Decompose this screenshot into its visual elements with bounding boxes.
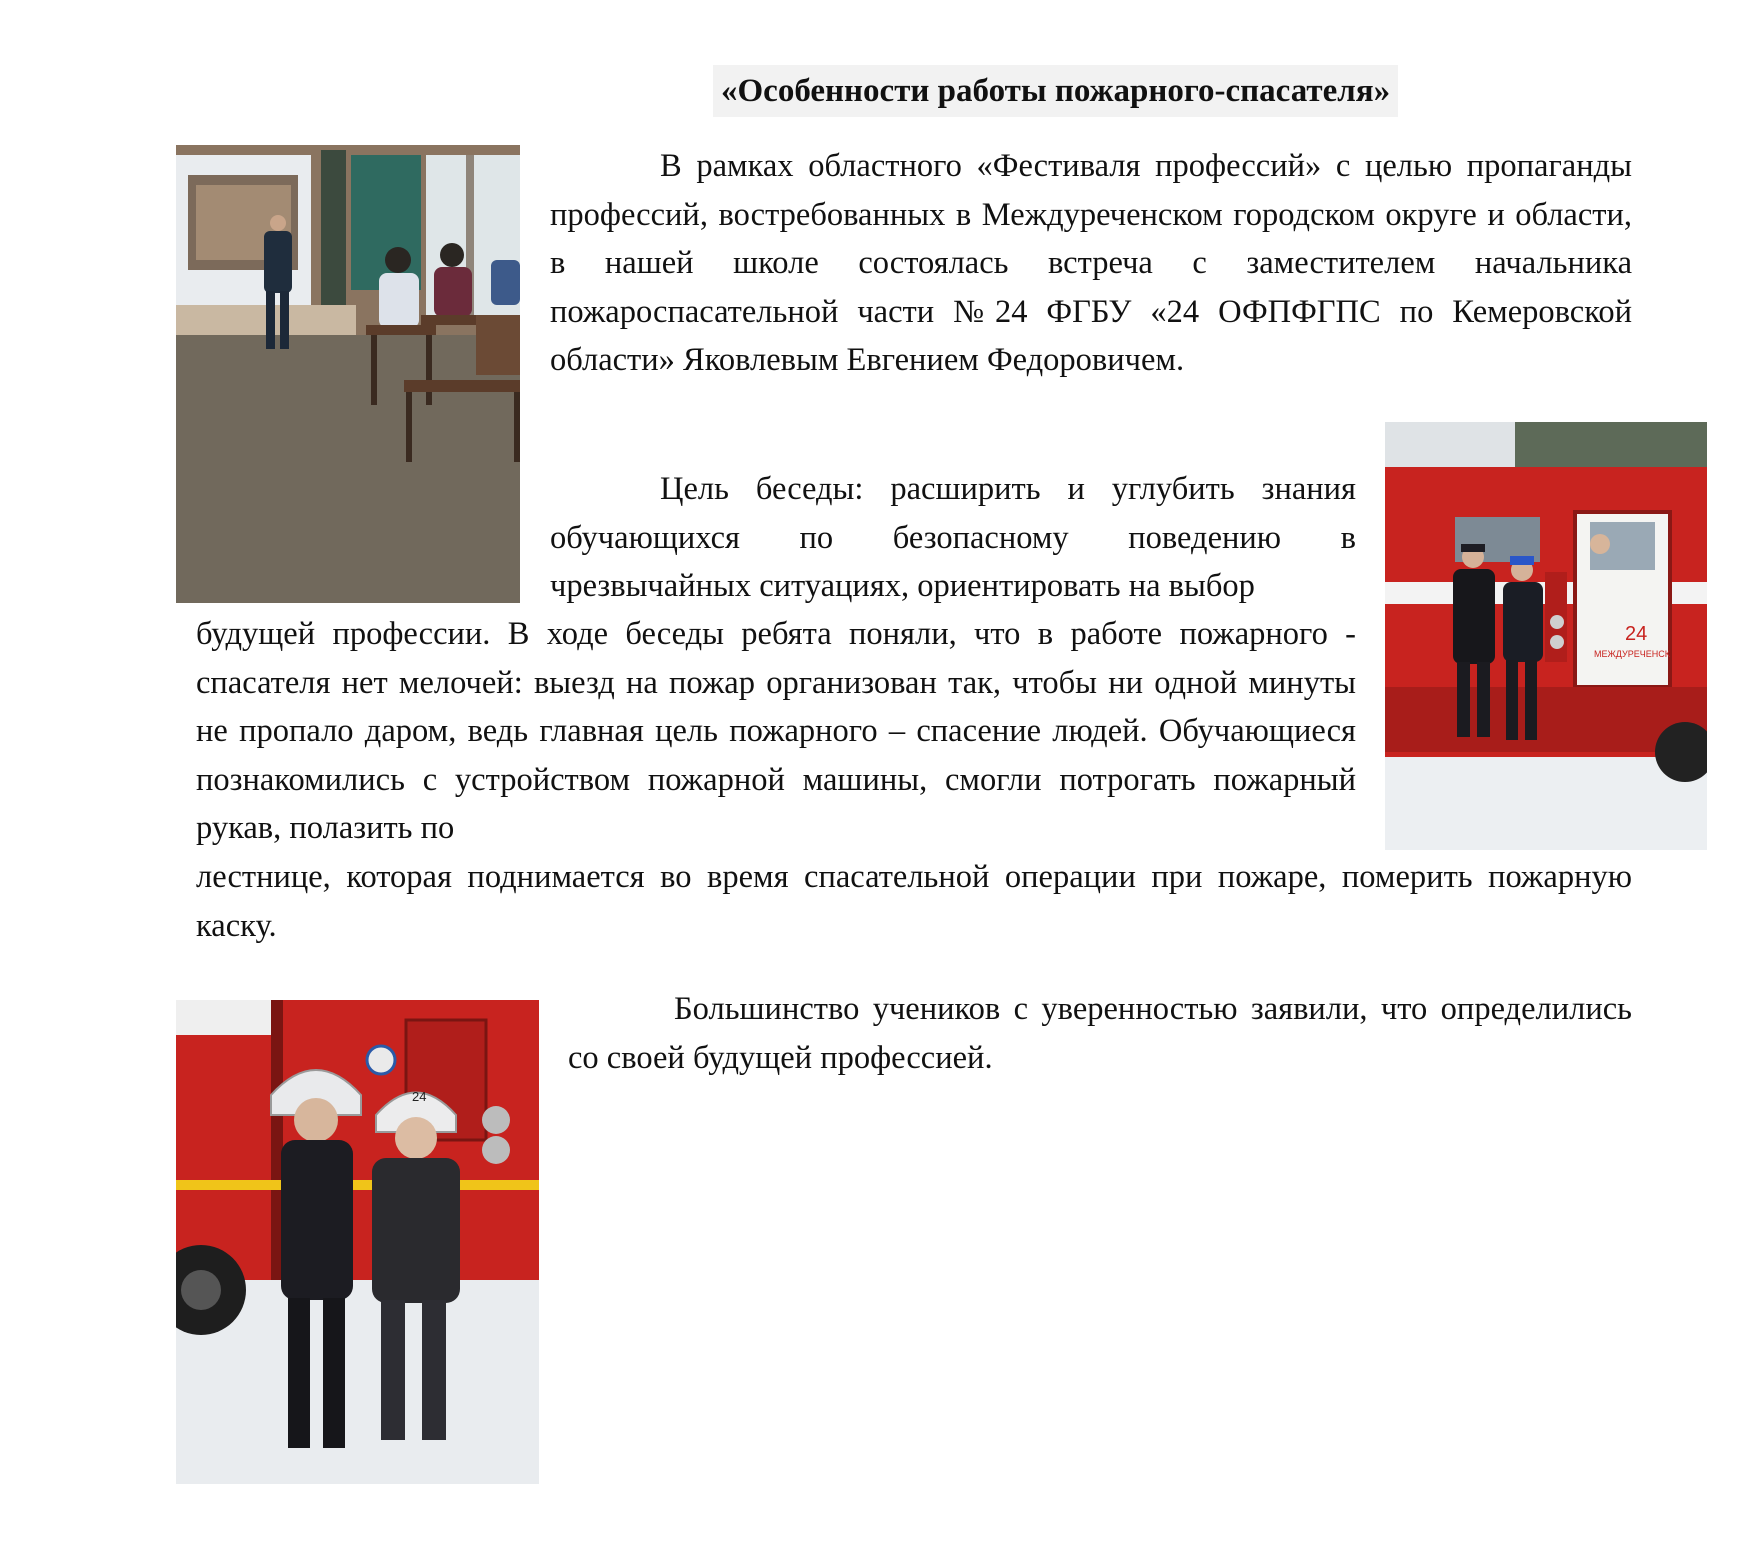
conclusion-paragraph: Большинство учеников с уверенностью заявили, что определились со своей будущей профессией.: [568, 991, 1632, 1076]
goal-paragraph-end: лестнице, которая поднимается во время спасательной операции при пожаре, померить пожарную каску.: [196, 859, 1632, 944]
goal-paragraph-top: Цель беседы: расширить и углубить знания обучающихся по безопасному поведению в чрезвычайных ситуациях, ориентировать на выбор: [550, 471, 1356, 604]
intro-paragraph: В рамках областного «Фестиваля профессий» с целью пропаганды профессий, востребованных в Междуреченском городском округе и области, в нашей школе состоялась встреча с заместителем начальника пожароспасательной части №24 ФГБУ «24 ОФПФГПС по Кемеровской области» Яковлевым Евгением Федоровичем.: [550, 148, 1632, 378]
truck-number-label: 24: [1625, 623, 1648, 645]
helmet-number-label: 24: [412, 1089, 427, 1104]
kids-helmets-photo: [176, 1000, 539, 1484]
fire-truck-kids-photo: [1385, 422, 1707, 850]
page-title: «Особенности работы пожарного-спасателя»: [713, 65, 1398, 117]
goal-paragraph-middle: будущей профессии. В ходе беседы ребята поняли, что в работе пожарного - спасателя нет мелочей: выезд на пожар организован так, чтобы ни одной минуты не пропало даром, ведь главная цель пожарного – спасение людей. Обучающиеся познакомились с устройством пожарной машины, смогли потрогать пожарный рукав, полазить по: [196, 616, 1356, 846]
classroom-photo: [176, 145, 520, 603]
truck-city-label: МЕЖДУРЕЧЕНСК: [1594, 649, 1670, 659]
